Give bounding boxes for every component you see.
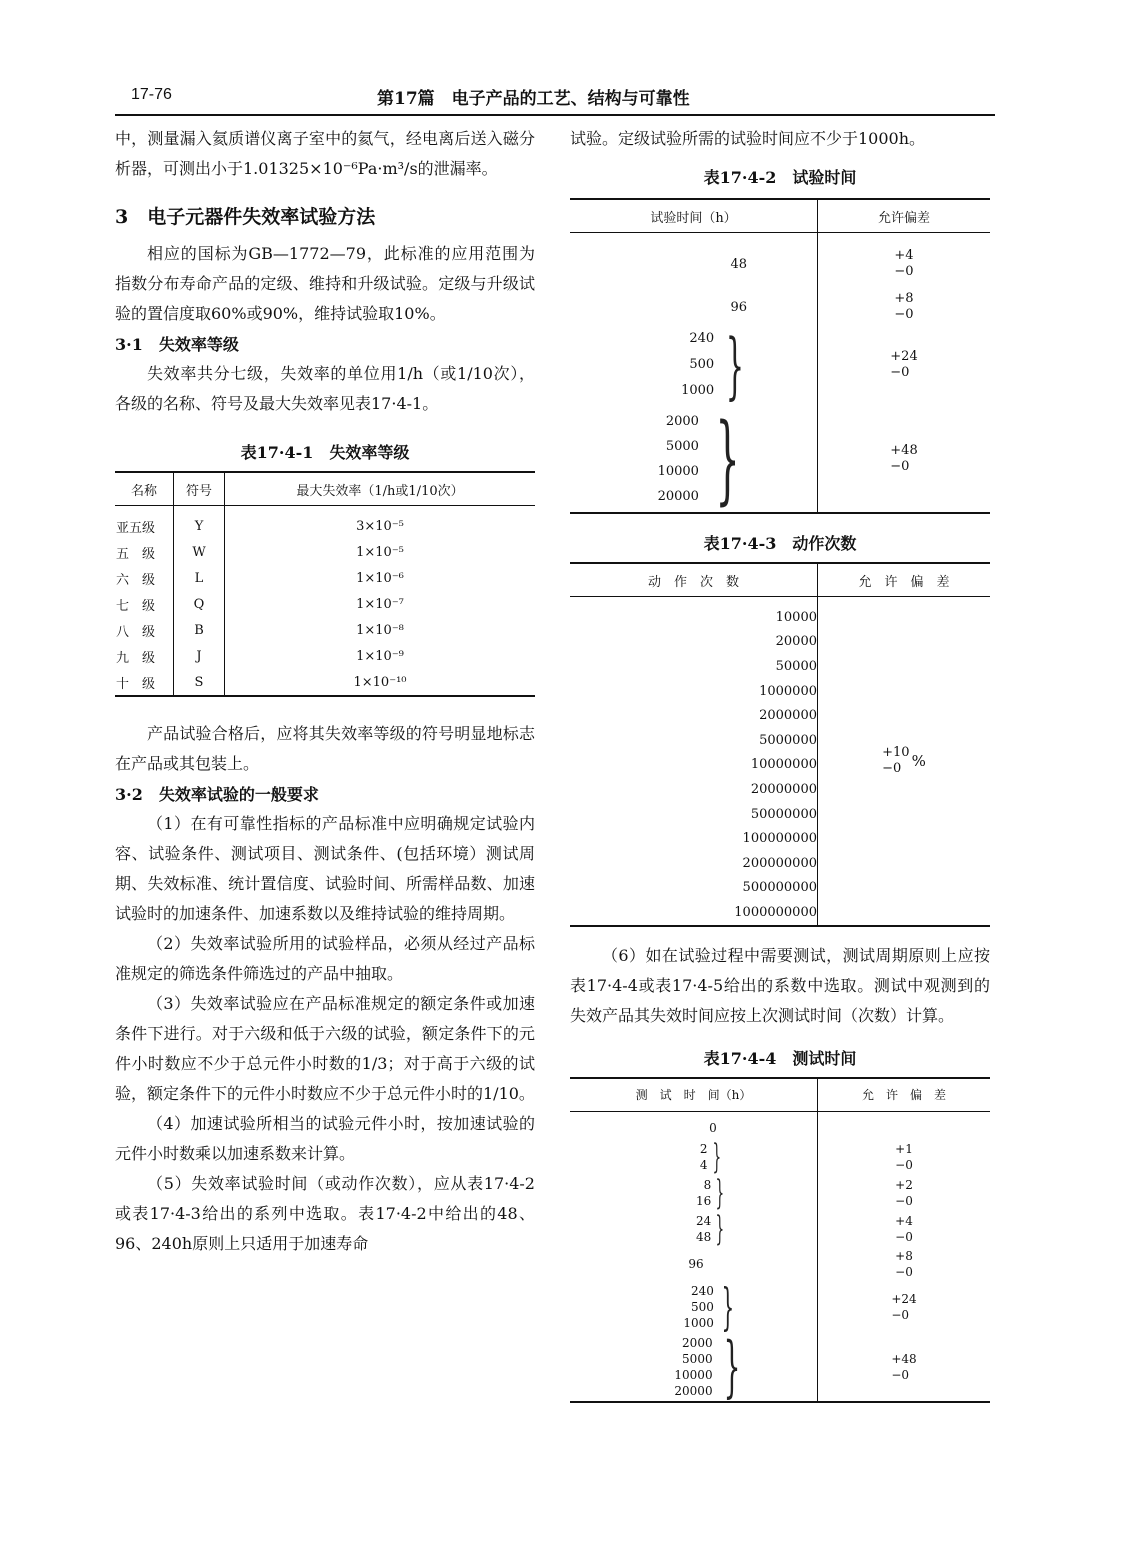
tolerance-plus: +48 [890,443,918,458]
table-4-tolerance-value [895,1177,913,1209]
table-1-name: 五 级 [116,546,156,562]
table-4-tolerance [818,1139,991,1175]
table-1-symbol: W [174,539,225,565]
table-2-tolerance-value [890,349,917,381]
section-3-paragraph: 相应的国标为GB—1772—79，此标准的应用范围为指数分布寿命产品的定级、维持和升级试验。定级与升级试验的置信度取60%或90%，维持试验取10%。 [115,244,535,323]
time-stack [681,326,714,404]
time-value: 4 [699,1157,708,1172]
table-row [115,539,535,565]
tolerance-minus: −0 [894,264,914,279]
time-stack [700,1141,708,1173]
table-row [115,506,535,540]
table-4-tolerance-value [891,1291,916,1323]
time-value: 500 [690,1299,714,1314]
section-3-heading: 3 电子元器件失效率试验方法 [115,206,376,228]
time-value: 1000 [683,1315,714,1330]
time-value: 240 [690,1283,714,1298]
time-value: 240 [689,331,715,346]
table-4-time-group [570,1327,818,1405]
table-row [570,1175,990,1211]
tolerance-minus: −0 [882,760,902,776]
table-3-count: 1000000 [759,683,817,699]
table-2-tolerance [818,406,991,513]
tolerance-minus: −0 [890,459,910,474]
time-value: 24 [696,1213,712,1228]
table-1-name: 七 级 [116,598,156,614]
tolerance-plus: +48 [891,1351,917,1366]
table-3-count: 200000000 [742,855,817,871]
table-3-header-tolerance: 允 许 偏 差 [818,563,991,597]
group-wrapper [571,1208,816,1249]
tolerance-plus: +24 [891,1291,917,1306]
table-1-name: 六 级 [116,572,156,588]
requirement-item-5: （5）失效率试验时间（或动作次数），应从表17·4-2或表17·4-3给出的系列中选取。表17·4-2中给出的48、96、240h原则上只适用于加速寿命 [115,1174,535,1253]
table-row [570,406,990,513]
table-4-time-group [570,1208,818,1249]
continued-paragraph: 中，测量漏入氦质谱仪离子室中的氦气，经电离后送入磁分析器，可测出小于1.01325×10⁻⁶Pa·m³/s的泄漏率。 [115,129,535,178]
right-brace-icon: } [711,1136,721,1177]
table-1-symbol: J [174,643,225,669]
table-3-count: 500000000 [742,880,817,896]
group-wrapper [571,1277,816,1336]
table-row [570,233,990,291]
table-2-time-group [570,403,818,515]
tolerance-minus: −0 [895,1193,913,1208]
time-value: 1000 [681,383,715,398]
table-4-tolerance-value [895,1141,913,1173]
table-1-rate: 1×10⁻⁹ [225,643,536,669]
time-value: 48 [696,1229,712,1244]
tolerance-minus: −0 [895,1264,913,1279]
table-row [570,1247,990,1281]
table-4-time: 96 [688,1256,704,1271]
table-3-body [570,597,990,926]
group-wrapper [571,1327,816,1405]
table-4-tolerance-value [891,1351,916,1383]
right-brace-icon: } [715,403,740,515]
tolerance-plus: +2 [895,1177,913,1192]
table-1-caption: 表17·4-1 失效率等级 [240,443,410,462]
left-column [115,124,535,1259]
right-brace-icon: } [725,323,745,407]
table-3-caption: 表17·4-3 动作次数 [703,534,857,553]
right-brace-icon: } [723,1327,740,1405]
time-value: 5000 [682,1351,713,1366]
table-3-count: 5000000 [759,732,817,748]
table-3-count: 10000 [775,609,817,625]
section-3-1-heading: 3·1 失效率等级 [115,335,239,354]
group-wrapper [571,1172,816,1213]
table-2-tolerance [818,233,991,291]
time-value: 2 [699,1141,708,1156]
table-2-caption: 表17·4-2 试验时间 [703,168,857,187]
table-4-time: 0 [709,1120,717,1135]
section-3-1-paragraph: 失效率共分七级，失效率的单位用1/h（或1/10次），各级的名称、符号及最大失效率见表17·4-1。 [115,364,535,413]
table-1-name: 九 级 [116,650,156,666]
tolerance-plus: +10 [882,744,910,760]
time-value: 2000 [665,414,699,429]
time-stack [658,409,699,509]
table-1-header-symbol: 符号 [174,472,225,506]
time-value: 20000 [657,489,699,504]
table-1-header-name: 名称 [115,472,174,506]
table-4-time-group [570,1277,818,1336]
table-1-rate: 1×10⁻⁸ [225,617,536,643]
tolerance-minus: −0 [890,365,910,380]
table-row [570,324,990,406]
requirement-item-3: （3）失效率试验应在产品标准规定的额定条件或加速条件下进行。对于六级和低于六级的试验，额定条件下的元件小时数应不少于总元件小时数的1/3；对于高于六级的试验，额定条件下的元件小时数应不少于总元件小时的1/10。 [115,994,535,1103]
table-1-rate: 1×10⁻⁶ [225,565,536,591]
table-2-tolerance [818,324,991,406]
tolerance-stack [882,745,909,777]
table-2-tolerance-value [894,248,913,280]
time-value: 16 [696,1193,712,1208]
table-row [115,669,535,696]
requirement-item-4: （4）加速试验所相当的试验元件小时，按加速试验的元件小时数乘以加速系数来计算。 [115,1114,535,1163]
time-stack [696,1177,711,1209]
tolerance-minus: −0 [891,1307,910,1322]
right-brace-icon: } [715,1208,725,1249]
right-brace-icon: } [721,1277,735,1336]
tolerance-minus: −0 [895,1229,913,1244]
table-3-count: 50000 [775,658,817,674]
table-1-symbol: L [174,565,225,591]
table-1-name: 八 级 [116,624,156,640]
time-value: 5000 [665,439,699,454]
time-value: 8 [703,1177,712,1192]
table-1-symbol: S [174,669,225,696]
measurement-time-table [570,1077,990,1403]
continued-paragraph-right: 试验。定级试验所需的试验时间应不少于1000h。 [570,129,926,148]
failure-rate-table [115,471,535,697]
table-3-count: 20000 [775,634,817,650]
table-4-tolerance [818,1175,991,1211]
table-2-tolerance-value [890,443,917,475]
table-row [570,1333,990,1402]
right-column [570,124,990,1403]
table-4-tolerance [818,1247,991,1281]
table-4-tolerance [818,1211,991,1247]
table-2-time: 96 [730,299,747,315]
table-row [570,1281,990,1333]
table-2-header-tolerance: 允许偏差 [818,199,991,233]
tolerance-minus: −0 [894,307,914,322]
table-4-tolerance [818,1333,991,1402]
requirement-item-6: （6）如在试验过程中需要测试，测试周期原则上应按表17·4-4或表17·4-5给出的系数中选取。测试中观测到的失效产品其失效时间应按上次测试时间（次数）计算。 [570,945,990,1025]
table-1-symbol: B [174,617,225,643]
table-4-header-tolerance: 允 许 偏 差 [818,1078,991,1112]
requirement-item-1: （1）在有可靠性指标的产品标准中应明确规定试验内容、试验条件、测试项目、测试条件、(包括环境）测试周期、失效标准、统计置信度、试验时间、所需样品数、加速试验时的加速条件、加速系数以及维持试验的维持周期。 [115,814,535,923]
table-4-caption: 表17·4-4 测试时间 [703,1048,857,1068]
time-value: 10000 [657,464,699,479]
page-header [115,80,995,116]
table-3-count: 100000000 [742,831,817,847]
table-row [115,591,535,617]
table-4-header-time: 测 试 时 间（h） [570,1078,818,1112]
operation-count-table [570,562,990,927]
table-2-time-group [570,324,818,406]
after-table-1-paragraph: 产品试验合格后，应将其失效率等级的符号明显地标志在产品或其包装上。 [115,724,535,773]
time-value: 10000 [674,1367,713,1382]
table-3-count: 1000000000 [570,900,818,926]
table-1-rate: 1×10⁻¹⁰ [225,669,536,696]
section-3-2-heading: 3·2 失效率试验的一般要求 [115,785,319,804]
time-value: 20000 [674,1383,713,1398]
table-row [570,1139,990,1175]
time-value: 500 [689,357,715,372]
tolerance-minus: −0 [895,1157,913,1172]
group-wrapper [571,403,816,515]
table-2-time: 48 [730,256,747,272]
tolerance-minus: −0 [891,1367,910,1382]
tolerance-plus: +24 [890,349,918,364]
table-row [570,1211,990,1247]
table-1-header-rate: 最大失效率（1/h或1/10次） [225,472,536,506]
table-1-symbol: Y [174,506,225,540]
table-3-count: 20000000 [750,781,817,797]
time-stack [683,1283,714,1331]
table-4-tolerance [818,1111,991,1139]
table-3-header-count: 动 作 次 数 [570,563,818,597]
table-3-count: 50000000 [750,806,817,822]
table-4-time-group [570,1172,818,1213]
table-1-rate: 1×10⁻⁵ [225,539,536,565]
tolerance-plus: +4 [894,248,914,263]
table-4-time-group [570,1136,818,1177]
table-row [115,643,535,669]
requirement-item-2: （2）失效率试验所用的试验样品，必须从经过产品标准规定的筛选条件筛选过的产品中抽取。 [115,934,535,983]
time-value: 2000 [682,1335,713,1350]
table-3-tolerance [818,597,991,926]
table-1-rate: 3×10⁻⁵ [225,506,536,540]
table-2-header-time: 试验时间（h） [570,199,818,233]
table-1-name: 亚五级 [116,520,156,536]
group-wrapper [571,1136,816,1177]
page-number: 17-76 [131,86,172,103]
tolerance-unit: % [911,751,926,770]
table-row [570,290,990,324]
table-4-tolerance-value [895,1213,913,1245]
tolerance-plus: +8 [895,1248,913,1263]
table-row [115,565,535,591]
time-stack [696,1213,711,1245]
table-1-rate: 1×10⁻⁷ [225,591,536,617]
table-4-tolerance-value [895,1248,913,1280]
table-1-name: 十 级 [115,669,174,696]
time-stack [674,1335,712,1399]
table-4-tolerance [818,1281,991,1333]
table-row [115,617,535,643]
table-3-count: 10000000 [750,757,817,773]
chapter-title: 第17篇 电子产品的工艺、结构与可靠性 [377,89,690,109]
right-brace-icon: } [715,1172,725,1213]
tolerance-plus: +1 [895,1141,913,1156]
table-row [570,1111,990,1139]
table-row [570,597,990,630]
table-2-tolerance-value [894,291,913,323]
table-2-tolerance [818,290,991,324]
table-1-symbol: Q [174,591,225,617]
tolerance-plus: +4 [895,1213,913,1228]
tolerance-plus: +8 [894,291,914,306]
table-3-tolerance-value [882,745,926,777]
test-time-table [570,198,990,514]
table-3-count: 2000000 [759,708,817,724]
group-wrapper [571,323,816,407]
